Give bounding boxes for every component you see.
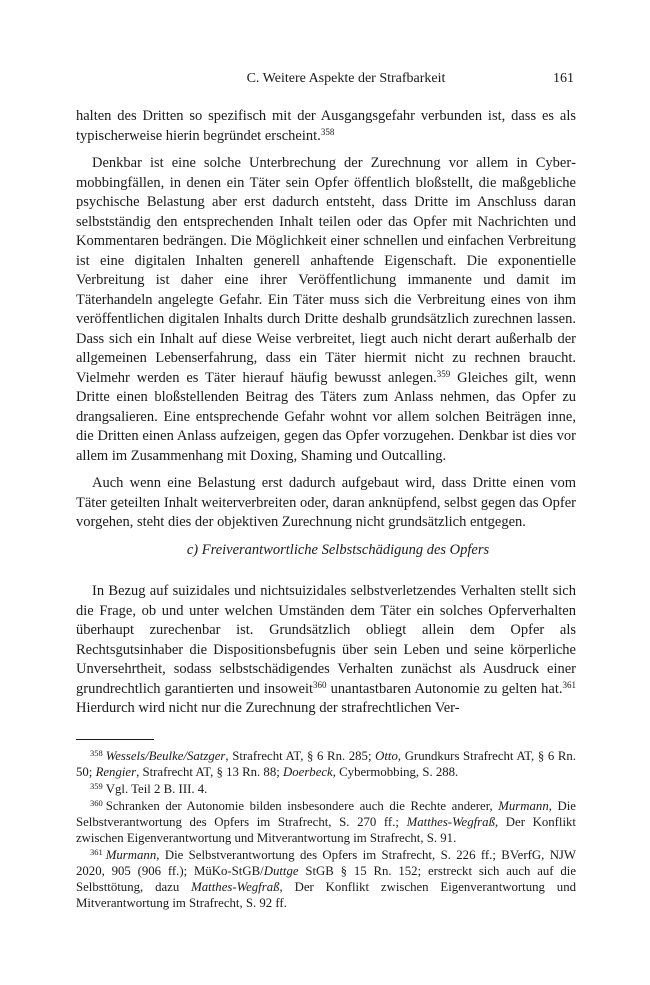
page-number: 161	[553, 71, 574, 86]
footnote-360: $^{360}$ Schranken der Autonomie bilden insbesondere auch die Rechte anderer, Murmann, Die Selbstverantwortung des Opfers im Strafrecht, S. 270 ff.; Matthes-Wegfraß, Der Konflikt zwischen Eigenverantwortung und Mitverantwortung im Strafrecht, S. 91.	[76, 797, 576, 845]
footnote-number: 361	[90, 846, 103, 857]
footnote-divider	[76, 739, 154, 740]
footnotes	[76, 748, 576, 911]
paragraph-cybermobbing: Denkbar ist eine solche Unterbrechung der Zurechnung vor allem in Cybermobbingfällen, in denen ein Täter sein Opfer öffentlich bloßstellt, die maßgebliche psychische Belastung aber erst dadurch entsteht, dass Dritte im Anschluss daran selbstständig den entsprechenden Inhalt teilen oder das Opfer mit Nachrichten und Kommentaren bedrängen. Die Möglichkeit einer schnellen und einfachen Verbreitung ist eine digitalen Inhalten generell anhaftende Eigenschaft. Die exponentielle Verbreitung ist daher eine ihrer Veröffentlichung immanente und damit im Täterhandeln angelegte Gefahr. Ein Täter muss sich die Verbreitung eines von ihm veröffentlichen digitalen Inhalts durch Dritte deshalb grundsätzlich zurechnen lassen. Dass sich ein Inhalt auf diese Weise verbreitet, liegt auch nicht derart außerhalb der allgemeinen Lebenserfahrung, dass ein Täter hiermit nicht zu rechnen braucht. Vielmehr werden es Täter hierauf häufig bewusst anlegen.$^{359}$ Gleiches gilt, wenn Dritte einen bloßstellenden Beitrag des Täters zum Anlass nehmen, das Opfer zu drangsalieren. Eine entsprechende Gefahr wohnt vor allem solchen Beiträgen inne, die Dritten einen Anlass aufzeigen, gegen das Opfer vorzugehen. Denkbar ist dies vor allem im Zusammenhang mit Doxing, Shaming und Outcalling.	[76, 155, 576, 464]
paragraph-selbstschaedigung: In Bezug auf suizidales und nichtsuizidales selbstverletzendes Verhalten stellt sich die Frage, ob und unter welchen Umständen dem Täter ein solches Opferverhalten überhaupt zurechenbar ist. Grundsätzlich obliegt allein dem Opfer als Rechtsgutsinhaber die Dispositionsbefugnis über sein Leben und seine körperliche Unversehrtheit, sodass selbstschädigendes Verhalten zunächst als Ausdruck einer grundrechtlich garantierten und insoweit$^{360}$ unantastbaren Autonomie zu gelten hat.$^{361}$ Hierdurch wird nicht nur die Zurechnung der strafrechtlichen Ver-	[76, 583, 576, 716]
running-header	[76, 70, 576, 94]
footnote-ref-359[interactable]: 359	[436, 368, 451, 379]
section-subheading: c) Freiverantwortliche Selbstschädigung des Opfers	[186, 541, 490, 558]
footnote-number: 360	[90, 797, 103, 808]
footnote-ref-358[interactable]: 358	[320, 126, 335, 137]
footnote-359: $^{359}$ Vgl. Teil 2 B. III. 4.	[90, 780, 208, 796]
footnote-ref-361[interactable]: 361	[562, 679, 576, 690]
footnote-number: 359	[90, 780, 103, 791]
footnote-number: 358	[90, 747, 103, 758]
paragraph-continuation: halten des Dritten so spezifisch mit der Ausgangsgefahr verbunden ist, dass es als typischerweise hierin begründet erscheint.$^{358}$	[76, 108, 576, 144]
footnote-361: $^{361}$ Murmann, Die Selbstverantwortung des Opfers im Strafrecht, S. 226 ff.; BVerfG, NJW 2020, 905 (906 ff.); MüKo-StGB/Duttge StGB § 15 Rn. 152; erstreckt sich auch auf die Selbsttötung, dazu Matthes-Wegfraß, Der Konflikt zwischen Eigenverantwortung und Mitverantwortung im Strafrecht, S. 92 ff.	[76, 846, 577, 910]
chapter-title: C. Weitere Aspekte der Strafbarkeit	[246, 71, 446, 86]
footnote-358: $^{358}$ Wessels/Beulke/Satzger, Strafrecht AT, § 6 Rn. 285; Otto, Grundkurs Strafrecht AT, § 6 Rn. 50; Rengier, Strafrecht AT, § 13 Rn. 88; Doerbeck, Cybermobbing, S. 288.	[76, 747, 576, 779]
book-page	[76, 70, 576, 911]
main-text	[76, 107, 576, 719]
paragraph-weiterverbreitung: Auch wenn eine Belastung erst dadurch aufgebaut wird, dass Dritte einen vom Täter geteilten Inhalt weiterverbreiten oder, daran anknüpfend, selbst gegen das Opfer vorgehen, steht dies der objektiven Zurechnung nicht grundsätzlich entgegen.	[76, 475, 576, 530]
footnote-ref-360[interactable]: 360	[313, 679, 327, 690]
